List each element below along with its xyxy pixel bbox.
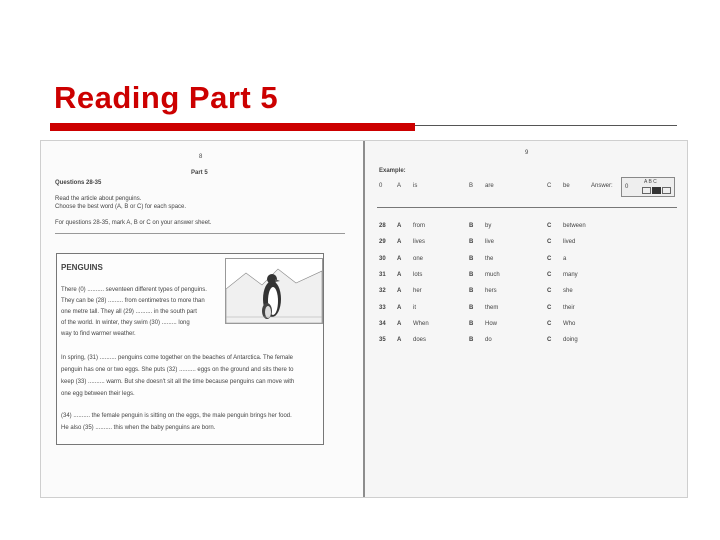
question-row-31	[379, 272, 679, 282]
option-letter: A	[397, 255, 402, 262]
option-letter: B	[469, 288, 474, 295]
question-number: 31	[379, 271, 386, 278]
article-title: PENGUINS	[61, 263, 103, 272]
option-letter: B	[469, 304, 474, 311]
title-underline-thin	[415, 125, 677, 126]
article-paragraph-3	[61, 412, 321, 436]
instruction-line-2: Choose the best word (A, B or C) for each space.	[55, 204, 187, 210]
question-number: 33	[379, 304, 386, 311]
example-label: Example:	[379, 168, 406, 174]
option-letter: A	[397, 183, 402, 189]
option-letter: C	[547, 183, 552, 189]
option-c: between	[563, 223, 586, 229]
option-b: hers	[485, 288, 497, 295]
option-a: it	[413, 304, 416, 311]
option-a: from	[413, 223, 425, 229]
option-letter: B	[469, 223, 474, 229]
question-number: 34	[379, 320, 386, 327]
question-number: 35	[379, 337, 386, 344]
article-line: (34) .......... the female penguin is sitting on the eggs, the male penguin brings her food.	[61, 413, 292, 419]
option-a: lots	[413, 271, 423, 278]
option-letter: A	[397, 239, 402, 246]
option-letter: A	[397, 223, 402, 229]
example-option-c: be	[563, 183, 570, 189]
question-row-29	[379, 239, 679, 249]
question-row-30	[379, 256, 679, 266]
penguin-illustration	[225, 258, 323, 324]
part-label: Part 5	[191, 170, 208, 176]
question-number: 32	[379, 288, 386, 295]
divider	[55, 233, 345, 234]
option-b: the	[485, 255, 494, 262]
questions-heading: Questions 28-35	[55, 180, 102, 186]
option-letter: B	[469, 255, 474, 262]
question-row-32	[379, 288, 679, 298]
option-b: them	[485, 304, 499, 311]
option-a: one	[413, 255, 424, 262]
article-line: one metre tall. They all (29) .......... in the south part	[61, 309, 197, 315]
option-letter: C	[547, 288, 552, 295]
penguin-article	[56, 253, 324, 445]
option-b: do	[485, 337, 492, 344]
option-letter: A	[397, 320, 402, 327]
example-number: 0	[379, 183, 383, 189]
article-line: of the world. In winter, they swim (30) ......... long	[61, 320, 190, 326]
scanned-exam-pages	[40, 140, 688, 498]
slide-title: Reading Part 5	[54, 80, 279, 115]
article-line: keep (33) .......... warm. But she doesn't sit all the time because penguins can move with	[61, 379, 295, 385]
answer-sheet-note: For questions 28-35, mark A, B or C on your answer sheet.	[55, 220, 212, 226]
option-letter: B	[469, 320, 474, 327]
exam-page-right	[365, 141, 687, 497]
option-b: live	[485, 239, 495, 246]
title-underline-red	[50, 123, 415, 131]
question-row-28	[379, 223, 679, 233]
option-letter: B	[469, 183, 474, 189]
question-number: 30	[379, 255, 386, 262]
page-number-right: 9	[525, 150, 529, 156]
answer-number: 0	[625, 184, 629, 190]
option-letter: C	[547, 337, 552, 344]
option-letter: A	[397, 271, 402, 278]
option-c: many	[563, 271, 578, 278]
option-letter: C	[547, 271, 552, 278]
option-letter: B	[469, 271, 474, 278]
option-letter: C	[547, 239, 552, 246]
question-row-33	[379, 305, 679, 315]
option-c: she	[563, 288, 573, 295]
option-a: her	[413, 288, 422, 295]
answer-options: A B C	[644, 179, 657, 185]
instruction-line-1: Read the article about penguins.	[55, 196, 142, 202]
option-a: does	[413, 337, 427, 344]
question-row-34	[379, 321, 679, 331]
option-a: lives	[413, 239, 426, 246]
question-number: 28	[379, 223, 386, 229]
article-line: penguin has one or two eggs. She puts (32) .......... eggs on the ground and sits there to	[61, 367, 294, 373]
option-c: their	[563, 304, 575, 311]
article-line: He also (35) .......... this when the baby penguins are born.	[61, 425, 216, 431]
article-line: one egg between their legs.	[61, 391, 135, 397]
question-row-35	[379, 337, 679, 347]
article-line: In spring, (31) .......... penguins come together on the beaches of Antarctica. The female	[61, 355, 294, 361]
option-letter: B	[469, 337, 474, 344]
option-b: How	[485, 320, 498, 327]
option-letter: B	[469, 239, 474, 246]
article-line: They can be (28) ......... from centimetres to more than	[61, 298, 205, 304]
example-option-a: is	[413, 183, 418, 189]
answer-label: Answer:	[591, 183, 613, 189]
option-letter: C	[547, 255, 552, 262]
option-letter: A	[397, 288, 402, 295]
article-paragraph-2	[61, 354, 321, 402]
option-a: When	[413, 320, 429, 327]
answer-bubble-b	[652, 187, 661, 194]
example-answer-box	[621, 177, 675, 197]
option-b: much	[485, 271, 500, 278]
option-c: Who	[563, 320, 576, 327]
option-c: a	[563, 255, 567, 262]
answer-bubble-c	[662, 187, 671, 194]
answer-bubble-a	[642, 187, 651, 194]
option-c: lived	[563, 239, 576, 246]
exam-page-left	[41, 141, 365, 497]
page-number-left: 8	[199, 154, 203, 160]
penguin-icon	[226, 259, 322, 323]
divider	[377, 207, 677, 208]
option-letter: A	[397, 304, 402, 311]
option-b: by	[485, 223, 492, 229]
example-option-b: are	[485, 183, 494, 189]
option-letter: C	[547, 223, 552, 229]
option-c: doing	[563, 337, 578, 344]
option-letter: C	[547, 304, 552, 311]
article-line: way to find warmer weather.	[61, 331, 136, 337]
question-number: 29	[379, 239, 386, 246]
option-letter: A	[397, 337, 402, 344]
article-paragraph-1	[61, 286, 225, 341]
option-letter: C	[547, 320, 552, 327]
article-line: There (0) .......... seventeen different types of penguins.	[61, 287, 207, 293]
